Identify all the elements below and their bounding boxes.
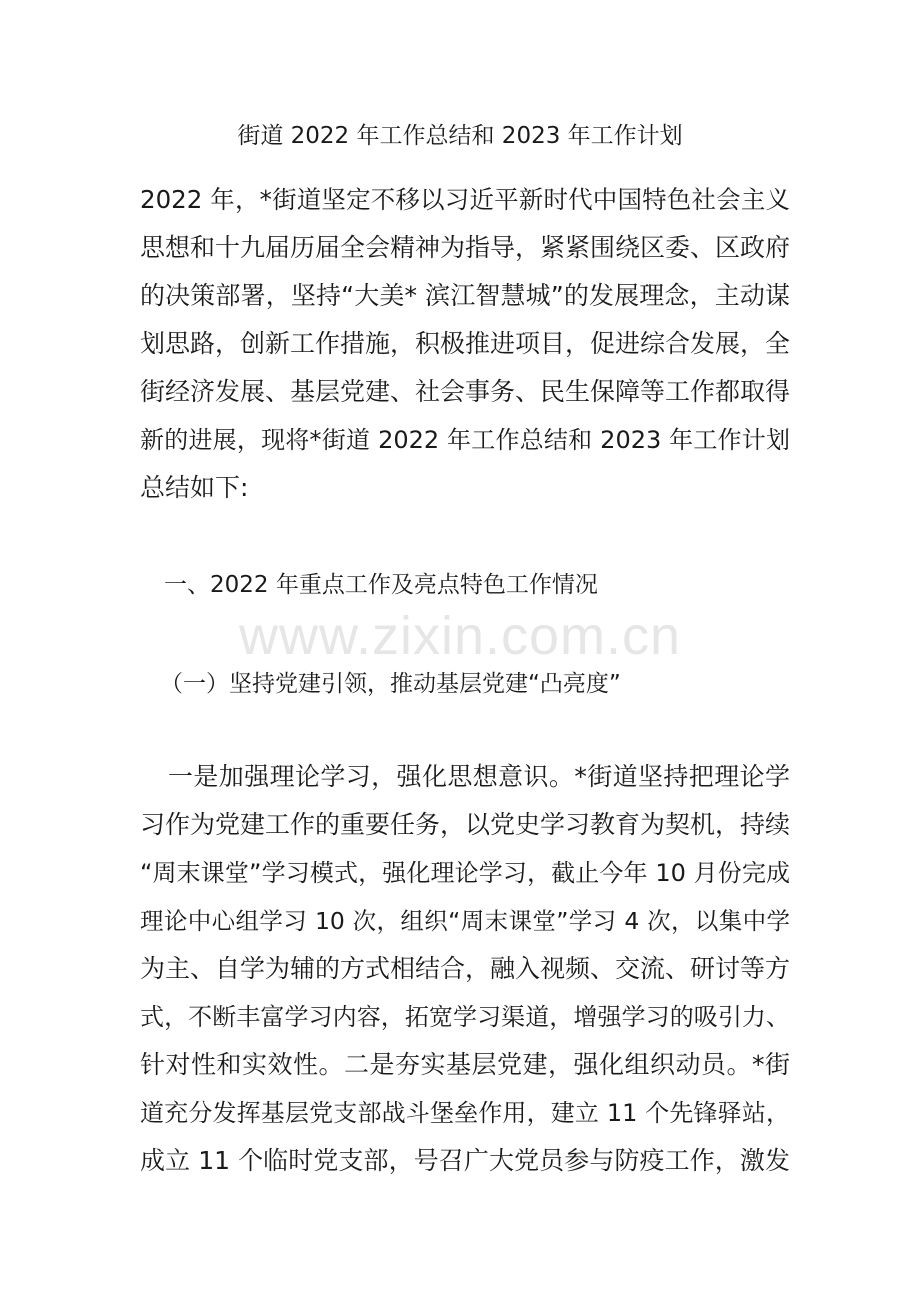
intro-line: 街经济发展、基层党建、社会事务、民生保障等工作都取得 [140,377,791,406]
section-heading: 一、2022 年重点工作及亮点特色工作情况 [164,572,598,598]
body-line: 式，不断丰富学习内容，拓宽学习渠道，增强学习的吸引力、 [140,1003,790,1031]
intro-line: 总结如下: [140,473,249,502]
intro-line: 的决策部署，坚持“大美* 滨江智慧城”的发展理念，主动谋 [140,281,790,310]
body-line: 道充分发挥基层党支部战斗堡垒作用，建立 11 个先锋驿站， [140,1099,790,1127]
intro-line: 思想和十九届历届全会精神为指导，紧紧围绕区委、区政府 [140,233,791,262]
body-line: 为主、自学为辅的方式相结合，融入视频、交流、研讨等方 [140,954,791,983]
body-line: 一是加强理论学习，强化思想意识。*街道坚持把理论学 [168,762,790,791]
body-line: 针对性和实效性。二是夯实基层党建，强化组织动员。*街 [140,1050,790,1079]
intro-line: 新的进展，现将*街道 2022 年工作总结和 2023 年工作计划 [140,426,790,454]
subsection-heading: （一）坚持党建引领，推动基层党建“凸亮度” [160,671,621,697]
intro-line: 2022 年，*街道坚定不移以习近平新时代中国特色社会主义 [140,185,790,214]
intro-line: 划思路，创新工作措施，积极推进项目，促进综合发展，全 [140,329,791,358]
body-line: 理论中心组学习 10 次，组织“周末课堂”学习 4 次，以集中学 [140,907,790,935]
document-title: 街道 2022 年工作总结和 2023 年工作计划 [237,123,683,149]
watermark-text: www.zixin.com.cn [238,606,682,666]
body-line: 习作为党建工作的重要任务，以党史学习教育为契机，持续 [140,810,791,839]
body-line: 成立 11 个临时党支部，号召广大党员参与防疫工作，激发 [140,1146,790,1175]
body-line: “周末课堂”学习模式，强化理论学习，截止今年 10 月份完成 [140,859,790,887]
